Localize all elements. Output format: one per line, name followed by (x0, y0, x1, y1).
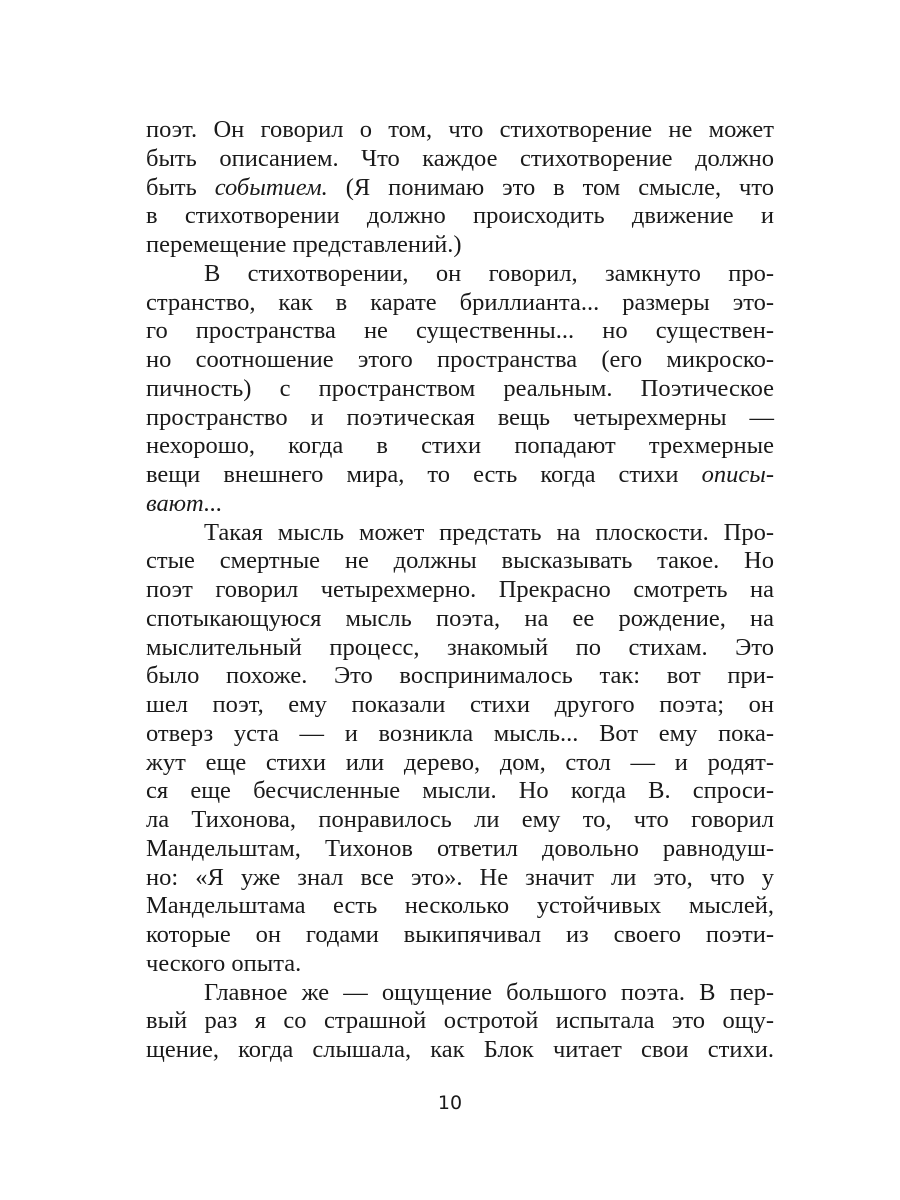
text-line (146, 979, 774, 1008)
text-line (146, 116, 774, 145)
text-line (146, 892, 774, 921)
text-segment: вый раз я со страшной остротой испытала это ощу- (146, 1007, 774, 1035)
text-line (146, 289, 774, 318)
text-line (146, 202, 774, 231)
text-segment: нехорошо, когда в стихи попадают трехмерные (146, 432, 774, 460)
text-segment: жут еще стихи или дерево, дом, стол — и родят- (146, 748, 774, 776)
text-segment: пространство и поэтическая вещь четырехмерны — (146, 403, 774, 431)
text-line (146, 490, 774, 519)
text-segment: пичность) с пространством реальным. Поэтическое (146, 374, 774, 402)
text-segment: Мандельштам, Тихонов ответил довольно равнодуш- (146, 834, 774, 862)
body-text (146, 116, 774, 1065)
text-segment: поэт. Он говорил о том, что стихотворение не может (146, 116, 774, 143)
text-segment: Главное же — ощущение большого поэта. В пер- (204, 978, 774, 1006)
text-line (146, 605, 774, 634)
text-line (146, 317, 774, 346)
text-line (146, 835, 774, 864)
text-segment: было похоже. Это воспринималось так: вот при- (146, 662, 774, 690)
text-line (146, 691, 774, 720)
text-line (146, 432, 774, 461)
text-segment: го пространства не существенны... но существен- (146, 317, 774, 345)
text-line (146, 461, 774, 490)
text-line (146, 749, 774, 778)
text-segment: но соотношение этого пространства (его микроско- (146, 346, 774, 373)
text-segment: Такая мысль может предстать на плоскости. Про- (204, 518, 774, 546)
text-segment: спотыкающуюся мысль поэта, на ее рождение, на (146, 604, 774, 632)
text-line (146, 1036, 774, 1065)
text-segment: В стихотворении, он говорил, замкнуто про- (204, 259, 774, 287)
page-number: 10 (437, 1092, 463, 1114)
text-line (146, 375, 774, 404)
text-line (146, 404, 774, 433)
text-segment: щение, когда слышала, как Блок читает свои стихи. (146, 1036, 774, 1063)
text-segment: перемещение представлений.) (146, 231, 462, 258)
text-line (146, 231, 774, 260)
text-segment: быть описанием. Что каждое стихотворение должно (146, 144, 774, 172)
text-segment: поэт говорил четырехмерно. Прекрасно смотреть на (146, 576, 774, 603)
text-segment: ла Тихонова, понравилось ли ему то, что говорил (146, 806, 774, 833)
text-line (146, 346, 774, 375)
italic-text: вают... (146, 489, 223, 517)
text-segment: ся еще бесчисленные мысли. Но когда В. спроси- (146, 777, 774, 805)
text-segment: которые он годами выкипячивал из своего поэти- (146, 921, 774, 948)
text-line (146, 864, 774, 893)
text-line (146, 260, 774, 289)
text-segment: отверз уста — и возникла мысль... Вот ему пока- (146, 719, 774, 747)
text-line (146, 720, 774, 749)
text-segment: мыслительный процесс, знакомый по стихам. Это (146, 633, 774, 661)
text-segment: ческого опыта. (146, 949, 302, 977)
text-segment: вещи внешнего мира, то есть когда стихи (146, 461, 702, 488)
text-segment: Мандельштама есть несколько устойчивых мыслей, (146, 892, 774, 920)
text-segment: странство, как в карате бриллианта... размеры это- (146, 288, 774, 316)
italic-text: описы- (701, 461, 774, 488)
text-segment: шел поэт, ему показали стихи другого поэта; он (146, 691, 774, 718)
text-line (146, 777, 774, 806)
italic-text: событием. (214, 173, 328, 201)
text-line (146, 950, 774, 979)
text-line (146, 634, 774, 663)
text-line (146, 806, 774, 835)
text-segment: стые смертные не должны высказывать такое. Но (146, 547, 774, 575)
text-line (146, 921, 774, 950)
text-line (146, 174, 774, 203)
text-segment: но: «Я уже знал все это». Не значит ли это, что у (146, 863, 774, 891)
text-line (146, 519, 774, 548)
text-segment: в стихотворении должно происходить движение и (146, 202, 774, 230)
text-line (146, 145, 774, 174)
text-line (146, 1007, 774, 1036)
text-segment: быть (146, 173, 215, 201)
text-line (146, 662, 774, 691)
text-line (146, 576, 774, 605)
text-line (146, 547, 774, 576)
text-segment: (Я понимаю это в том смысле, что (327, 173, 774, 201)
